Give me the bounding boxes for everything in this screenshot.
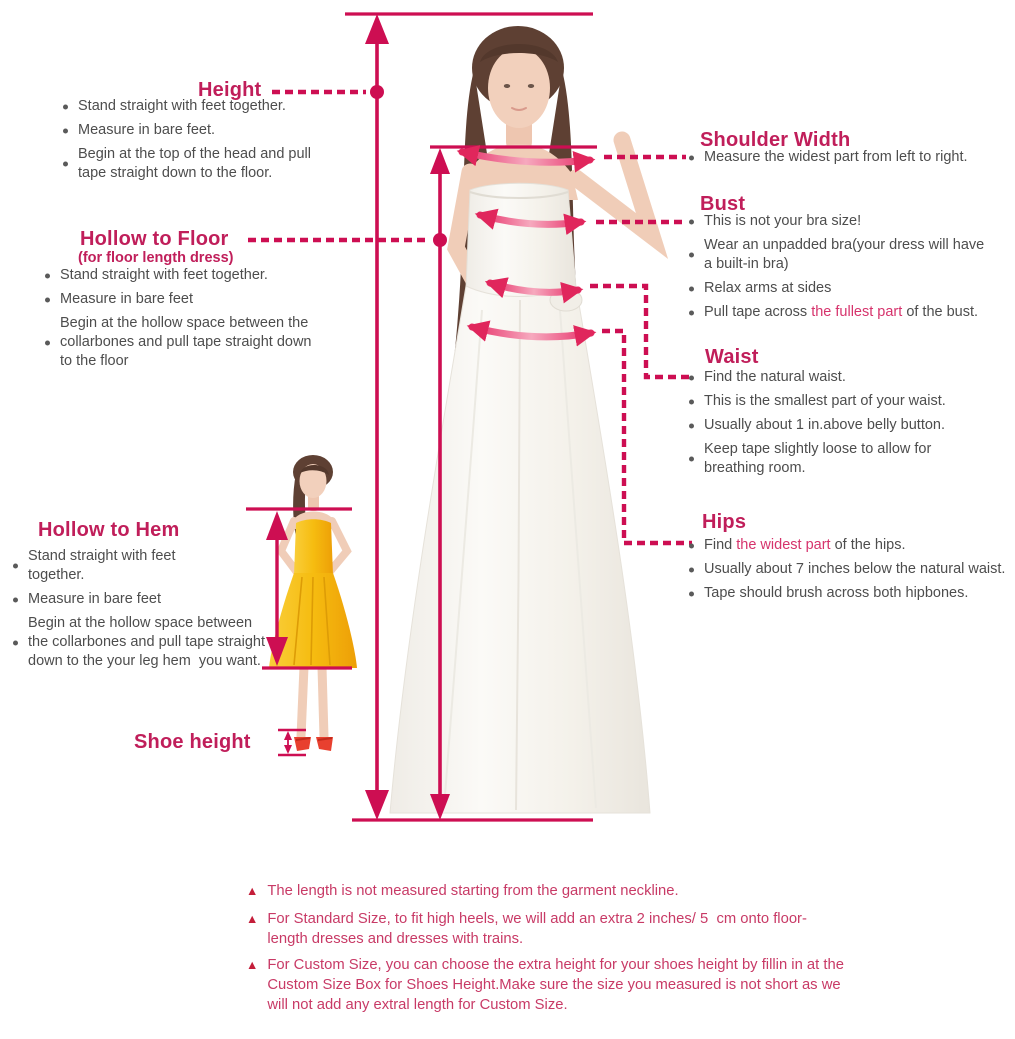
bust-title: Bust (700, 193, 746, 215)
hollow-to-floor-bullets (42, 266, 332, 376)
footnote-text: The length is not measured starting from the garment neckline. (267, 883, 679, 899)
hollow-to-hem-title: Hollow to Hem (38, 519, 180, 541)
bullet: Tape should brush across both hipbones. (686, 584, 1008, 603)
bullet: Begin at the hollow space between the collarbones and pull tape straight down to the floor (42, 314, 332, 371)
bullet: Stand straight with feet together. (10, 547, 266, 585)
bullet: Pull tape across the fullest part of the bust. (686, 303, 1008, 322)
hollow-to-floor-subtitle: (for floor length dress) (78, 250, 234, 266)
shoe-height-mark (278, 730, 306, 755)
warning-triangle-icon: ▲ (246, 912, 259, 926)
shoe-height-title: Shoe height (134, 731, 251, 753)
shoulder-width-title: Shoulder Width (700, 129, 851, 151)
footnotes (246, 881, 886, 1023)
hips-title: Hips (702, 511, 747, 533)
bust-bullets (686, 212, 1008, 327)
bullet: Measure in bare feet (42, 290, 332, 309)
height-measure-line (365, 14, 389, 820)
hips-arrow (472, 327, 591, 337)
bullet: Measure the widest part from left to right. (686, 148, 1008, 167)
warning-triangle-icon: ▲ (246, 884, 259, 898)
waist-bullets (686, 368, 991, 483)
footnote (246, 955, 886, 1015)
bullet: Measure in bare feet. (60, 121, 328, 140)
bullet: Usually about 7 inches below the natural waist. (686, 560, 1008, 579)
bullet: This is the smallest part of your waist. (686, 392, 991, 411)
height-bullets (60, 97, 328, 188)
bust-arrow (480, 215, 581, 224)
footnote (246, 881, 886, 901)
bullet: Begin at the hollow space between the collarbones and pull tape straight down to the your leg hem you want. (10, 614, 266, 671)
bullet: Find the widest part of the hips. (686, 536, 1008, 555)
bullet: Find the natural waist. (686, 368, 991, 387)
bullet: Relax arms at sides (686, 279, 1008, 298)
hips-bullets (686, 536, 1008, 608)
height-title: Height (198, 79, 262, 101)
bullet: Begin at the top of the head and pull tape straight down to the floor. (60, 145, 328, 183)
waist-arrow (490, 283, 578, 292)
shoulder-width-bullets (686, 148, 1008, 172)
hollow-to-floor-measure-line (430, 148, 450, 820)
bullet: Stand straight with feet together. (42, 266, 332, 285)
footnote-text: For Standard Size, to fit high heels, we will add an extra 2 inches/ 5 cm onto floor-length dresses and dresses with trains. (267, 911, 807, 947)
bullet: Keep tape slightly loose to allow for breathing room. (686, 440, 991, 478)
waist-title: Waist (705, 346, 759, 368)
bullet: Usually about 1 in.above belly button. (686, 416, 991, 435)
hollow-to-hem-bullets (10, 547, 270, 676)
footnote (246, 909, 886, 949)
bullet: Measure in bare feet (10, 590, 266, 609)
bullet: Wear an unpadded bra(your dress will have a built-in bra) (686, 236, 1008, 274)
shoulder-width-arrow (462, 152, 590, 162)
bullet: This is not your bra size! (686, 212, 1008, 231)
bullet: Stand straight with feet together. (60, 97, 328, 116)
footnote-text: For Custom Size, you can choose the extra height for your shoes height by fillin in at the Custom Size Box for Shoes Height.Make sure the size you measured is not short as we will not add any extral length for Custom Size. (267, 957, 849, 1013)
warning-triangle-icon: ▲ (246, 958, 259, 972)
hollow-to-floor-title: Hollow to Floor (80, 228, 229, 250)
